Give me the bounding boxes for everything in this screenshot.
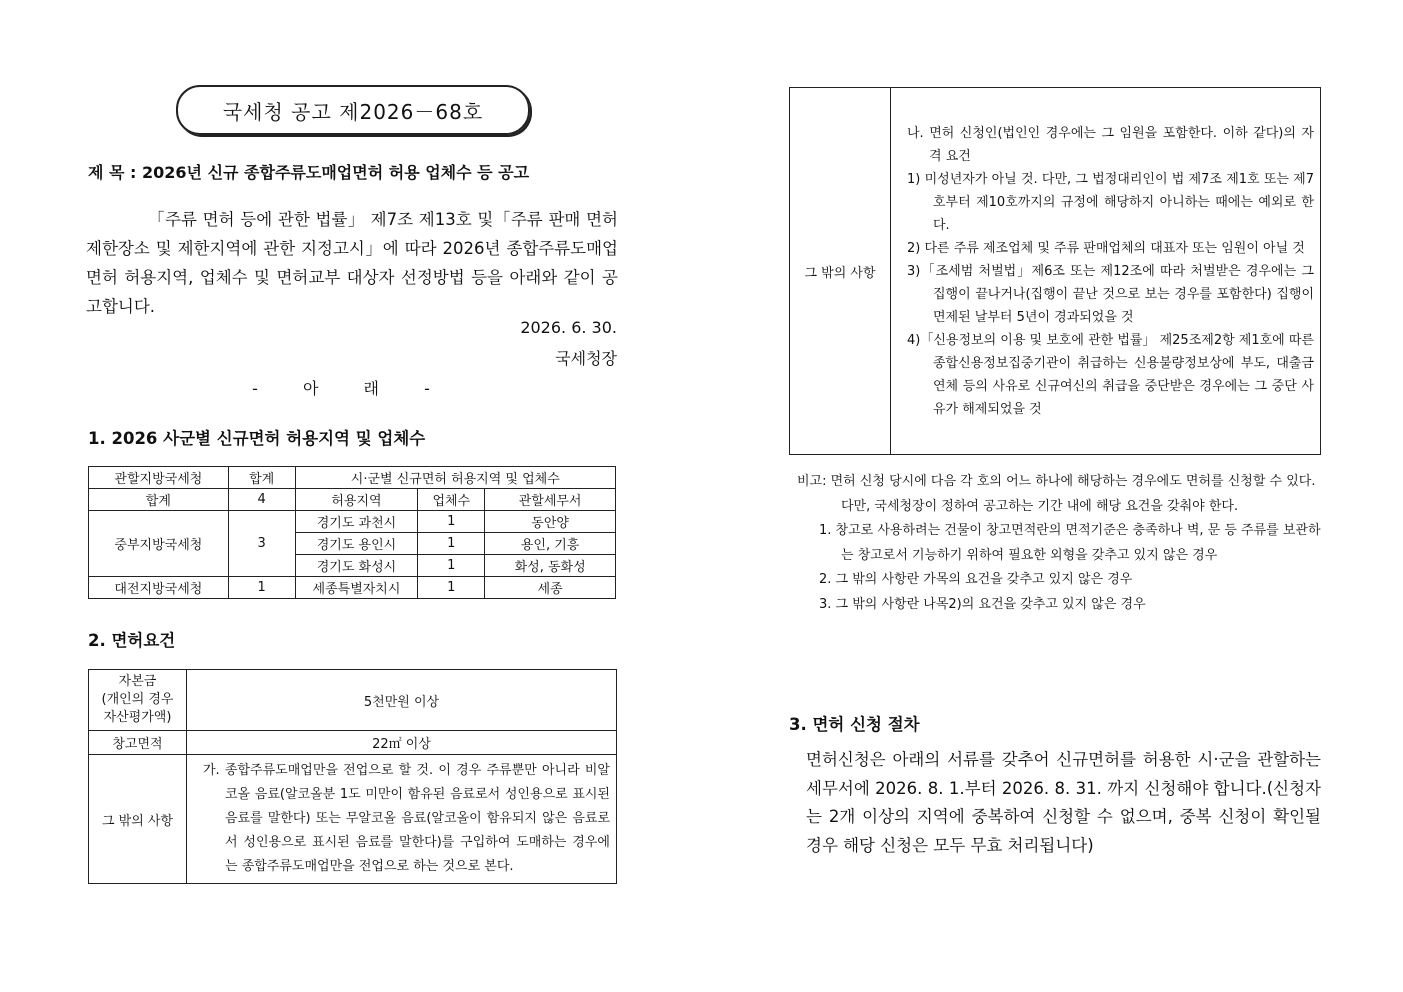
applicant-requirement-table — [789, 87, 1321, 455]
area-value: 22㎡ 이상 — [187, 731, 617, 755]
intro-paragraph — [86, 205, 618, 321]
notice-subject: 제 목 : 2026년 신규 종합주류도매업면허 허용 업체수 등 공고 — [88, 163, 530, 182]
cell-region: 경기도 용인시 — [295, 533, 418, 555]
table-row — [790, 88, 1321, 455]
other-label-right: 그 밖의 사항 — [790, 88, 891, 455]
table-row — [89, 511, 616, 533]
remarks-item: 1. 창고로 사용하려는 건물이 창고면적란의 면적기준은 충족하나 벽, 문 등 주류를 보관하는 창고로서 기능하기 위하여 필요한 외형을 갖추고 있지 않은 경우 — [819, 523, 1321, 563]
notice-date: 2026. 6. 30. — [520, 318, 617, 337]
remarks-item: 2. 그 밖의 사항란 가목의 요건을 갖추고 있지 않은 경우 — [819, 572, 1133, 587]
cell-total: 3 — [228, 511, 295, 577]
capital-label: 자본금 (개인의 경우 자산평가액) — [89, 670, 187, 731]
cell-count: 1 — [418, 577, 485, 599]
cell-region: 경기도 화성시 — [295, 555, 418, 577]
section-2-heading: 2. 면허요건 — [88, 631, 176, 650]
cell-office: 대전지방국세청 — [89, 577, 229, 599]
section-3-body: 면허신청은 아래의 서류를 갖추어 신규면허를 허용한 시·군을 관할하는 세무서에 2026. 8. 1.부터 2026. 8. 31. 까지 신청해야 합니다.(신청자는 2개 이상의 지역에 중복하여 신청할 수 없으며, 중복 신청이 확인될 경우 해당 신청은 모두 무효 처리됩니다) — [806, 750, 1321, 855]
table-row — [89, 489, 616, 511]
cell-region: 세종특별자치시 — [295, 577, 418, 599]
requirement-item: 3)「조세범 처벌법」제6조 또는 제12조에 따라 처벌받은 경우에는 그 집행이 끝나거나(집행이 끝난 것으로 보는 경우를 포함한다) 집행이 면제된 날부터 5년이 경과되었을 것 — [907, 263, 1314, 325]
notice-title: 국세청 공고 제2026－68호 — [176, 85, 530, 135]
table-row — [89, 670, 617, 731]
area-label: 창고면적 — [89, 731, 187, 755]
cell-count: 1 — [418, 555, 485, 577]
header-count: 업체수 — [418, 489, 485, 511]
cell-tax-office: 용인, 기흥 — [485, 533, 616, 555]
requirement-na: 나. 면허 신청인(법인인 경우에는 그 임원을 포함한다. 이하 같다)의 자격 요건 — [907, 125, 1314, 164]
header-office: 관할지방국세청 — [89, 467, 229, 489]
section-1-heading: 1. 2026 사군별 신규면허 허용지역 및 업체수 — [88, 429, 426, 448]
section-3-heading: 3. 면허 신청 절차 — [789, 715, 920, 734]
license-requirement-table — [88, 669, 617, 884]
header-region: 허용지역 — [295, 489, 418, 511]
header-total: 합계 — [228, 467, 295, 489]
requirement-item: 4)「신용정보의 이용 및 보호에 관한 법률」 제25조제2항 제1호에 따른 종합신용정보집중기관이 취급하는 신용불량정보상에 부도, 대출금 연체 등의 사유로 신규여신의 취급을 중단받은 경우에는 그 중단 사유가 해제되었을 것 — [907, 332, 1314, 417]
cell-tax-office: 화성, 동화성 — [485, 555, 616, 577]
capital-value: 5천만원 이상 — [187, 670, 617, 731]
table-row — [89, 577, 616, 599]
remarks-head: 비고: 면허 신청 당시에 다음 각 호의 어느 하나에 해당하는 경우에도 면허를 신청할 수 있다. 다만, 국세청장이 정하여 공고하는 기간 내에 해당 요건을 갖춰야 한다. — [797, 474, 1316, 514]
cell-tax-office: 세종 — [485, 577, 616, 599]
cell-office: 중부지방국세청 — [89, 511, 229, 577]
requirement-item: 1) 미성년자가 아닐 것. 다만, 그 법정대리인이 법 제7조 제1호 또는 제7호부터 제10호까지의 규정에 해당하지 아니하는 때에는 예외로 한다. — [907, 171, 1314, 233]
remarks — [797, 470, 1321, 617]
header-tax-office: 관할세무서 — [485, 489, 616, 511]
cell-count: 1 — [418, 533, 485, 555]
header-group: 시·군별 신규면허 허용지역 및 업체수 — [295, 467, 615, 489]
table-row — [89, 755, 617, 884]
table-row — [89, 731, 617, 755]
total-value: 4 — [228, 489, 295, 511]
intro-text: 「주류 면허 등에 관한 법률」 제7조 제13호 및「주류 판매 면허 제한장소 및 제한지역에 관한 지정고시」에 따라 2026년 종합주류도매업면허 허용지역, 업체수 및 면허교부 대상자 선정방법 등을 아래와 같이 공고합니다. — [86, 210, 618, 316]
other-label: 그 밖의 사항 — [89, 755, 187, 884]
requirement-item: 2) 다른 주류 제조업체 및 주류 판매업체의 대표자 또는 임원이 아닐 것 — [907, 240, 1305, 256]
table-header-row — [89, 467, 616, 489]
remarks-item: 3. 그 밖의 사항란 나목2)의 요건을 갖추고 있지 않은 경우 — [819, 596, 1146, 612]
cell-total: 1 — [228, 577, 295, 599]
arae-label: - 아 래 - — [252, 379, 450, 398]
cell-region: 경기도 과천시 — [295, 511, 418, 533]
issuer: 국세청장 — [555, 349, 617, 368]
cell-tax-office: 동안양 — [485, 511, 616, 533]
total-label: 합계 — [89, 489, 229, 511]
cell-count: 1 — [418, 511, 485, 533]
license-region-table — [88, 466, 616, 599]
requirement-ga: 가. 종합주류도매업만을 전업으로 할 것. 이 경우 주류뿐만 아니라 비알코올 음료(알코올분 1도 미만이 함유된 음료로서 성인용으로 표시된 음료를 말한다) 또는 무알코올 음료(알코올이 함유되지 않은 음료로서 성인용으로 표시된 음료를 말한다)를 구입하여 도매하는 경우에는 종합주류도매업만을 전업으로 하는 것으로 본다. — [203, 763, 610, 874]
